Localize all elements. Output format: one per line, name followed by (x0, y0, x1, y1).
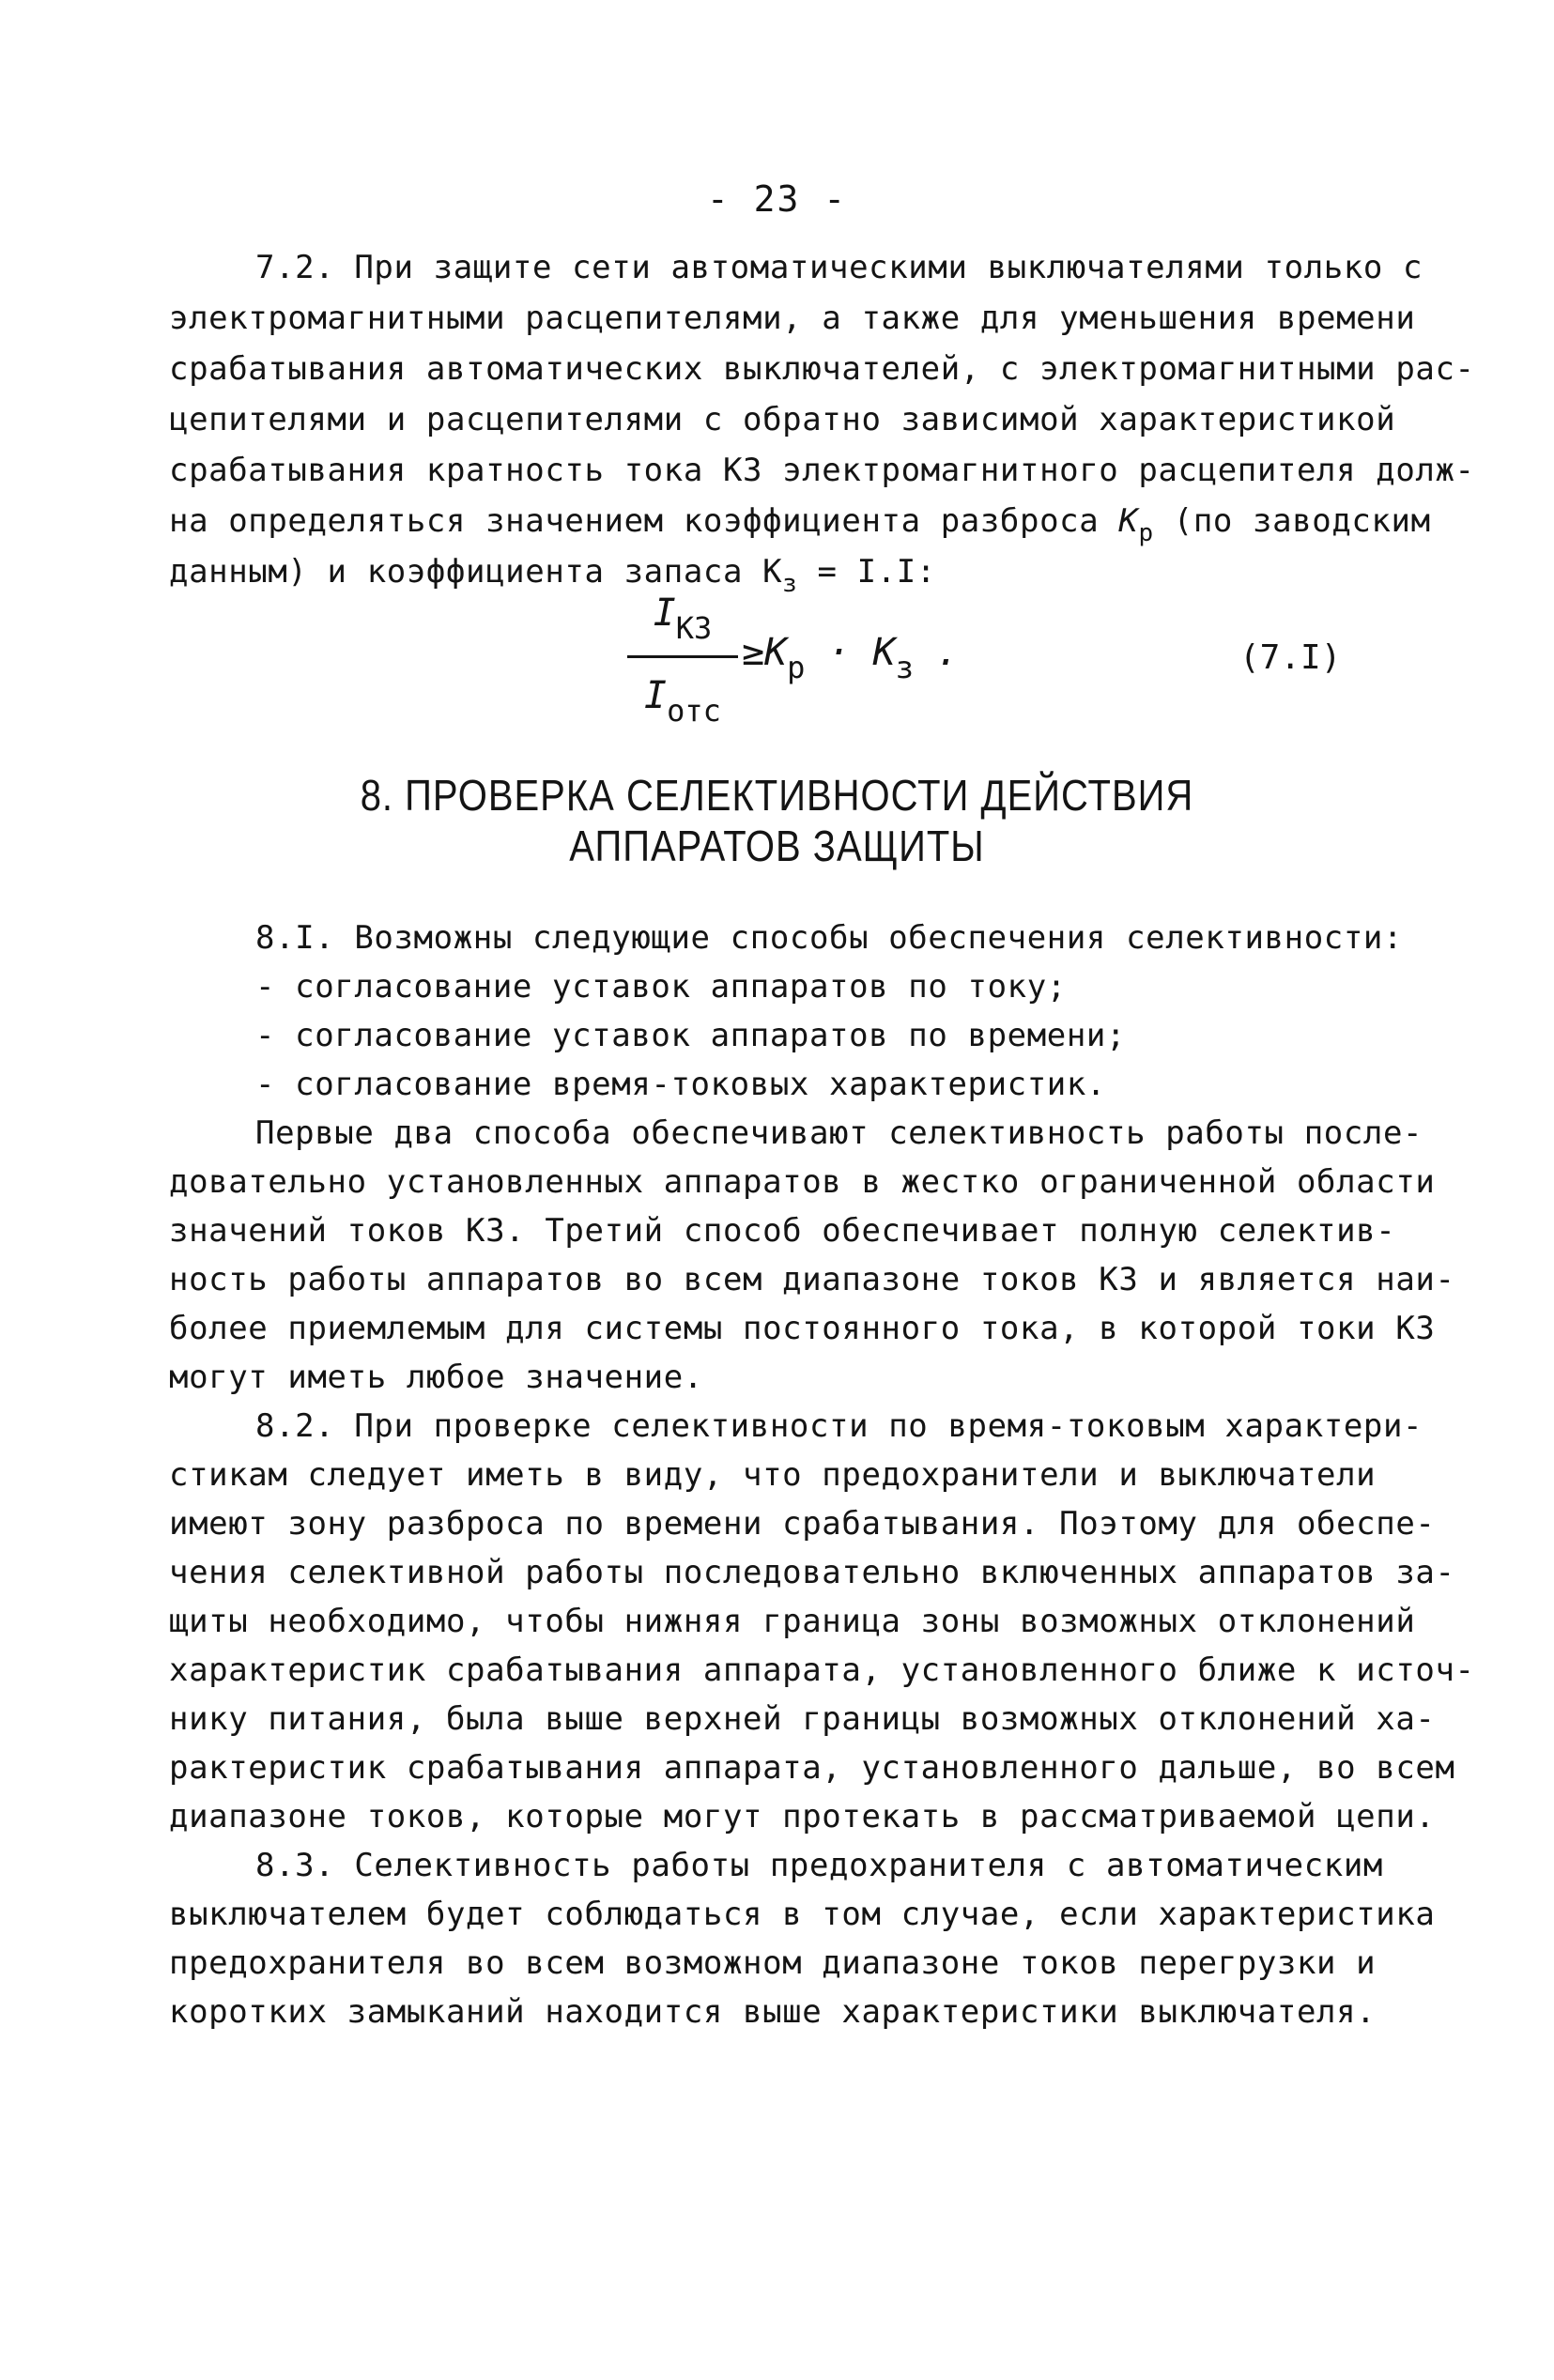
text-line: довательно установленных аппаратов в жестко ограниченной области (169, 1163, 1436, 1201)
text-fragment: (по заводским (1173, 502, 1431, 540)
text-line-kp (169, 502, 1431, 547)
rhs-relation: ≥К (742, 631, 788, 674)
text-line: выключателем будет соблюдаться в том случае, если характеристика (169, 1896, 1436, 1933)
text-line: диапазоне токов, которые могут протекать в рассматриваемой цепи. (169, 1798, 1436, 1835)
text-line: более приемлемым для системы постоянного тока, в которой токи КЗ (169, 1310, 1436, 1347)
text-line: щиты необходимо, чтобы нижняя граница зоны возможных отклонений (169, 1603, 1416, 1640)
kz-subscript: з (782, 570, 798, 598)
text-line: характеристик срабатывания аппарата, установленного ближе к источ- (169, 1651, 1475, 1689)
text-line: ность работы аппаратов во всем диапазоне токов КЗ и является наи- (169, 1261, 1455, 1298)
text-fragment: = I.I: (797, 553, 936, 591)
rhs-sub-p: р (787, 650, 806, 685)
fraction-denominator (627, 674, 738, 729)
text-line: рактеристик срабатывания аппарата, установленного дальше, во всем (169, 1749, 1455, 1787)
text-line: Первые два способа обеспечивают селективность работы после- (255, 1114, 1423, 1152)
fraction-numerator (627, 591, 738, 646)
numerator-var: I (653, 591, 676, 635)
list-item: - согласование уставок аппаратов по току; (255, 968, 1067, 1006)
text-line: значений токов КЗ. Третий способ обеспечивает полную селектив- (169, 1212, 1396, 1250)
text-line: 8.2. При проверке селективности по время-токовым характери- (255, 1407, 1423, 1445)
text-line: срабатывания кратность тока КЗ электромагнитного расцепителя долж- (169, 452, 1475, 489)
list-item: - согласование время-токовых характеристик. (255, 1066, 1106, 1103)
fraction (627, 582, 738, 732)
rhs-sub-z: з (895, 650, 915, 685)
text-line: стикам следует иметь в виду, что предохранители и выключатели (169, 1456, 1377, 1494)
page-number: - 23 - (706, 178, 848, 220)
numerator-sub: КЗ (675, 610, 713, 646)
text-line: 8.3. Селективность работы предохранителя с автоматическим (255, 1847, 1383, 1884)
text-line: имеют зону разброса по времени срабатывания. Поэтому для обеспе- (169, 1505, 1436, 1543)
text-line: чения селективной работы последовательно включенных аппаратов за- (169, 1554, 1455, 1591)
formula-number: (7.I) (1239, 638, 1342, 677)
formula-7-1 (0, 582, 1554, 742)
section-heading: АППАРАТОВ ЗАЩИТЫ (569, 822, 985, 871)
rhs-dot: · К (805, 631, 896, 674)
text-line: могут иметь любое значение. (169, 1359, 703, 1396)
text-line: коротких замыканий находится выше характеристики выключателя. (169, 1993, 1377, 2031)
formula-rhs (742, 631, 960, 685)
denominator-sub: отс (667, 693, 721, 729)
text-fragment: на определяться значением коэффициента разброса (169, 502, 1100, 540)
denominator-var: I (644, 674, 668, 717)
text-line: электромагнитными расцепителями, а также для уменьшения времени (169, 299, 1416, 337)
text-line: нику питания, была выше верхней границы возможных отклонений ха- (169, 1700, 1436, 1738)
text-line: 8.I. Возможны следующие способы обеспечения селективности: (255, 919, 1404, 957)
section-heading: 8. ПРОВЕРКА СЕЛЕКТИВНОСТИ ДЕЙСТВИЯ (360, 772, 1194, 821)
kp-symbol: К (1118, 502, 1139, 540)
text-line: предохранителя во всем возможном диапазоне токов перегрузки и (169, 1944, 1377, 1982)
kp-subscript: р (1138, 519, 1154, 547)
list-item: - согласование уставок аппаратов по времени; (255, 1017, 1127, 1054)
text-line: 7.2. При защите сети автоматическими выключателями только с (255, 249, 1423, 286)
text-fragment: данным) и коэффициента запаса К (169, 553, 783, 591)
text-line: цепителями и расцепителями с обратно зависимой характеристикой (169, 401, 1396, 438)
fraction-bar (627, 655, 738, 658)
rhs-end: . (914, 631, 960, 674)
text-line: срабатывания автоматических выключателей, с электромагнитными рас- (169, 350, 1475, 388)
